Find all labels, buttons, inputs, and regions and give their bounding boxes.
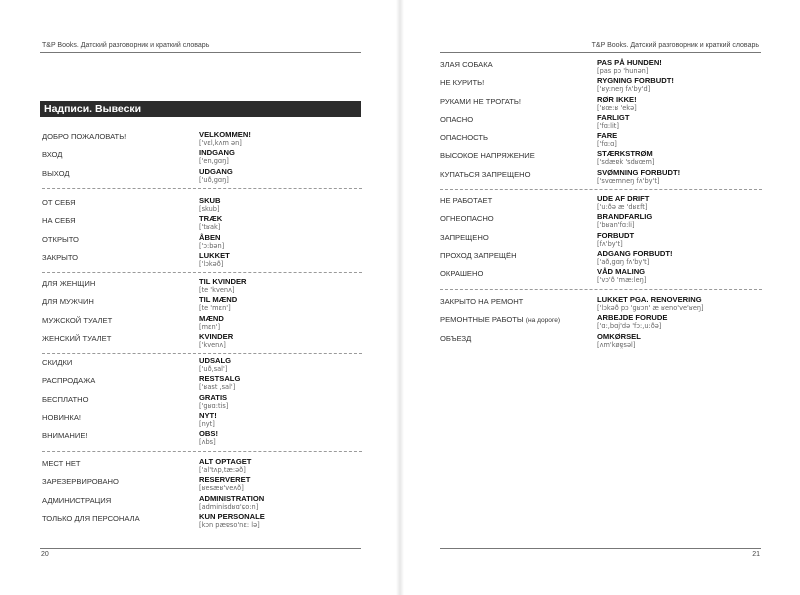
- transcription: ['al'tʌp,tæ:əð]: [199, 466, 246, 474]
- danish-phrase: BRANDFARLIG: [597, 212, 653, 222]
- danish-phrase: KUN PERSONALE: [199, 511, 265, 521]
- phrase-entry: [42, 332, 362, 350]
- phrase-group: [440, 295, 760, 350]
- phrase-entry: [42, 393, 362, 411]
- russian-phrase-text: ЖЕНСКИЙ ТУАЛЕТ: [42, 333, 112, 343]
- transcription: ['ʁœ:ʁ 'ekə]: [597, 103, 637, 112]
- russian-phrase: [440, 297, 523, 306]
- transcription: ['ʁast ,sal']: [199, 383, 236, 392]
- transcription: ['ɔ:bən]: [199, 241, 225, 250]
- footer-rule: [440, 548, 761, 549]
- russian-phrase: [42, 235, 79, 244]
- russian-phrase-text: ВХОД: [42, 150, 63, 160]
- russian-phrase-text: АДМИНИСТРАЦИЯ: [42, 495, 112, 505]
- russian-phrase-text: ЗАПРЕЩЕНО: [440, 232, 489, 242]
- phrase-group: [42, 277, 362, 350]
- russian-phrase: [42, 169, 69, 178]
- phrase-entry: [42, 512, 362, 530]
- phrase-entry: [440, 131, 760, 149]
- russian-phrase-text: ЗАКРЫТО НА РЕМОНТ: [440, 297, 524, 306]
- phrase-group: [440, 194, 760, 285]
- danish-phrase: ADMINISTRATION: [199, 493, 265, 503]
- phrase-entry: [440, 194, 760, 212]
- russian-phrase-text: ЗАКРЫТО: [42, 252, 79, 262]
- phrase-entry: [440, 149, 760, 167]
- phrase-entry: [440, 267, 760, 285]
- russian-phrase-text: НЕ КУРИТЬ!: [440, 78, 485, 88]
- phrase-entry: [440, 313, 760, 331]
- transcription: ['lɔkəð pɔ 'gʁɔn' æ ʁeno've'ʁeŋ]: [597, 304, 704, 312]
- group-divider: [440, 289, 762, 290]
- russian-phrase-text: КУПАТЬСЯ ЗАПРЕЩЕНО: [440, 169, 531, 179]
- transcription: ['kvenʌ]: [199, 340, 226, 349]
- transcription: [pas pɔ 'hunən]: [597, 67, 649, 75]
- phrase-entry: [440, 332, 760, 350]
- danish-phrase: FARE: [597, 131, 618, 141]
- danish-phrase: UDSALG: [199, 356, 232, 365]
- russian-phrase: [440, 233, 489, 242]
- transcription: ['fɑ:ɑ]: [597, 140, 617, 149]
- phrase-entry: [440, 113, 760, 131]
- phrase-entry: [42, 494, 362, 512]
- russian-phrase: [42, 496, 111, 505]
- russian-phrase: [440, 196, 492, 205]
- russian-phrase: [440, 151, 535, 160]
- russian-phrase-text: ОТ СЕБЯ: [42, 198, 76, 207]
- danish-phrase: OMKØRSEL: [597, 331, 641, 341]
- transcription: ['að,gɑŋ fʌ'by't]: [597, 257, 650, 266]
- transcription: ['vɛl,kʌm ən]: [199, 139, 242, 147]
- russian-phrase-text: МЕСТ НЕТ: [42, 459, 81, 468]
- russian-phrase: [440, 170, 531, 179]
- russian-phrase-text: ОБЪЕЗД: [440, 333, 472, 343]
- right-page: [400, 0, 800, 595]
- russian-phrase-text: МУЖСКОЙ ТУАЛЕТ: [42, 315, 113, 325]
- transcription: ['fɑ:lit]: [597, 121, 619, 130]
- danish-phrase: NYT!: [199, 410, 217, 420]
- phrase-entry: [42, 277, 362, 295]
- group-divider: [42, 451, 362, 452]
- danish-phrase: GRATIS: [199, 392, 228, 402]
- phrase-group: [42, 457, 362, 530]
- russian-phrase-text: ОПАСНО: [440, 114, 474, 124]
- russian-phrase: [42, 316, 112, 325]
- phrase-group: [42, 130, 362, 185]
- russian-phrase: [440, 78, 484, 87]
- danish-phrase: RESERVERET: [199, 475, 251, 485]
- transcription: ['lɔkəð]: [199, 259, 224, 268]
- phrase-group: [440, 58, 760, 186]
- phrase-entry: [42, 251, 362, 269]
- transcription: [ʌbs]: [199, 438, 216, 447]
- danish-phrase: INDGANG: [199, 148, 235, 158]
- danish-phrase: LUKKET: [199, 250, 230, 260]
- danish-phrase: UDE AF DRIFT: [597, 194, 650, 203]
- russian-phrase: [42, 477, 119, 486]
- danish-phrase: RØR IKKE!: [597, 94, 637, 104]
- danish-phrase: LUKKET PGA. RENOVERING: [597, 295, 702, 304]
- transcription: ['tʁak]: [199, 223, 221, 232]
- russian-phrase-text: ВЫХОД: [42, 168, 70, 178]
- transcription: ['sdæɐk 'sdʁœm]: [597, 158, 655, 167]
- group-divider: [42, 353, 362, 354]
- russian-phrase-text: ЗАРЕЗЕРВИРОВАНО: [42, 477, 119, 487]
- russian-phrase: [42, 376, 95, 385]
- footer-rule: [40, 548, 361, 549]
- danish-phrase: ÅBEN: [199, 232, 221, 242]
- phrase-entry: [42, 214, 362, 232]
- russian-phrase-text: НОВИНКА!: [42, 412, 81, 422]
- russian-phrase: [42, 132, 126, 141]
- danish-phrase: SKUB: [199, 196, 221, 205]
- russian-phrase: [42, 459, 81, 468]
- group-divider: [42, 272, 362, 273]
- phrase-entry: [440, 295, 760, 313]
- danish-phrase: TIL KVINDER: [199, 277, 247, 286]
- phrase-entry: [42, 475, 362, 493]
- transcription: [te 'mɛn']: [199, 304, 231, 313]
- phrase-entry: [42, 148, 362, 166]
- russian-phrase-text: ТОЛЬКО ДЛЯ ПЕРСОНАЛА: [42, 513, 140, 523]
- russian-phrase-text: РУКАМИ НЕ ТРОГАТЬ!: [440, 96, 522, 106]
- danish-phrase: ALT OPTAGET: [199, 457, 252, 466]
- phrase-entry: [42, 233, 362, 251]
- russian-phrase-text: ПРОХОД ЗАПРЕЩЁН: [440, 250, 517, 260]
- transcription: ['u:ðə æ 'dʁεft]: [597, 203, 648, 211]
- transcription: [skub]: [199, 205, 220, 213]
- phrase-entry: [42, 196, 362, 214]
- transcription: [ʁesæʁ'veʌð]: [199, 484, 244, 493]
- phrase-entry: [440, 249, 760, 267]
- russian-phrase-text: НА СЕБЯ: [42, 216, 76, 226]
- danish-phrase: OBS!: [199, 429, 218, 439]
- phrase-entry: [440, 58, 760, 76]
- page-number: 21: [752, 551, 760, 558]
- header-rule: [40, 52, 361, 53]
- danish-phrase: KVINDER: [199, 331, 234, 341]
- russian-phrase: [42, 297, 94, 306]
- phrase-entry: [42, 374, 362, 392]
- russian-phrase-text: ВНИМАНИЕ!: [42, 431, 88, 441]
- phrase-group: [42, 196, 362, 269]
- page-number: 20: [41, 551, 49, 558]
- transcription: ['uð,gɑŋ]: [199, 175, 229, 184]
- transcription: [kɔn pæɐso'nɛ: lə]: [199, 520, 260, 529]
- danish-phrase: MÆND: [199, 313, 224, 323]
- transcription: [fʌ'by't]: [597, 239, 623, 248]
- russian-phrase: [42, 413, 81, 422]
- phrase-entry: [42, 167, 362, 185]
- russian-phrase: [440, 334, 471, 343]
- russian-phrase: [42, 395, 88, 404]
- running-head: T&P Books. Датский разговорник и краткий словарь: [42, 42, 210, 49]
- phrase-entry: [440, 212, 760, 230]
- danish-phrase: STÆRKSTRØM: [597, 149, 653, 159]
- russian-phrase-text: БЕСПЛАТНО: [42, 394, 89, 404]
- transcription: ['en,gɑŋ]: [199, 157, 229, 166]
- phrase-entry: [42, 429, 362, 447]
- russian-phrase: [42, 216, 76, 225]
- header-rule: [440, 52, 761, 53]
- phrase-entry: [42, 314, 362, 332]
- danish-phrase: FORBUDT: [597, 230, 635, 240]
- transcription: ['vɔ'ð 'mæ:leŋ]: [597, 276, 647, 285]
- danish-phrase: PAS PÅ HUNDEN!: [597, 58, 662, 67]
- section-title: Надписи. Вывески: [40, 101, 361, 117]
- danish-phrase: TRÆK: [199, 214, 223, 224]
- russian-phrase: [42, 431, 88, 440]
- transcription: ['ɑ:,bɑj'də 'fɔ:,u:ðə]: [597, 322, 662, 331]
- russian-phrase-text: ДОБРО ПОЖАЛОВАТЬ!: [42, 132, 127, 141]
- transcription: [adminisdʁɑ'ɕo:n]: [199, 502, 259, 511]
- phrase-entry: [440, 231, 760, 249]
- russian-phrase: [440, 315, 560, 324]
- russian-phrase: [42, 514, 140, 523]
- danish-phrase: ARBEJDE FORUDE: [597, 313, 668, 323]
- danish-phrase: RYGNING FORBUDT!: [597, 76, 674, 86]
- russian-phrase-text: ЗЛАЯ СОБАКА: [440, 60, 493, 69]
- danish-phrase: RESTSALG: [199, 374, 241, 384]
- danish-phrase: TIL MÆND: [199, 295, 238, 305]
- group-divider: [42, 188, 362, 189]
- transcription: [ʌm'køɐ̯səl]: [597, 340, 636, 349]
- transcription: ['gʁɑ:tis]: [199, 401, 229, 410]
- russian-phrase-text: ДЛЯ МУЖЧИН: [42, 297, 94, 307]
- russian-phrase: [440, 60, 493, 69]
- russian-phrase: [440, 269, 483, 278]
- russian-phrase: [440, 115, 473, 124]
- phrase-group: [42, 356, 362, 447]
- running-head: T&P Books. Датский разговорник и краткий словарь: [591, 42, 759, 49]
- russian-phrase-text: ОТКРЫТО: [42, 234, 79, 244]
- russian-phrase: [440, 133, 488, 142]
- russian-phrase: [42, 198, 76, 207]
- transcription: [mɛn']: [199, 322, 221, 331]
- russian-phrase: [440, 214, 494, 223]
- russian-phrase: [42, 358, 72, 367]
- russian-phrase-text: ОКРАШЕНО: [440, 269, 484, 279]
- russian-phrase-text: ОПАСНОСТЬ: [440, 133, 488, 143]
- phrase-entry: [42, 457, 362, 475]
- russian-phrase: [440, 97, 521, 106]
- transcription: [te 'kvenʌ]: [199, 286, 235, 294]
- group-divider: [440, 189, 762, 190]
- russian-phrase: [42, 253, 78, 262]
- danish-phrase: ADGANG FORBUDT!: [597, 248, 673, 258]
- danish-phrase: SVØMNING FORBUDT!: [597, 167, 681, 177]
- phrase-entry: [42, 356, 362, 374]
- russian-phrase: [42, 334, 111, 343]
- phrase-entry: [42, 411, 362, 429]
- danish-phrase: VÅD MALING: [597, 267, 646, 277]
- transcription: [nyt]: [199, 419, 215, 428]
- transcription: ['svœmneŋ fʌ'by't]: [597, 176, 660, 185]
- danish-phrase: VELKOMMEN!: [199, 130, 251, 139]
- russian-phrase-text: ВЫСОКОЕ НАПРЯЖЕНИЕ: [440, 151, 535, 161]
- russian-phrase-text: РАСПРОДАЖА: [42, 376, 96, 386]
- danish-phrase: FARLIGT: [597, 112, 630, 122]
- russian-phrase: [440, 251, 517, 260]
- russian-phrase: [42, 279, 95, 288]
- russian-phrase-text: НЕ РАБОТАЕТ: [440, 196, 493, 205]
- phrase-entry: [42, 130, 362, 148]
- russian-phrase-text: РЕМОНТНЫЕ РАБОТЫ: [440, 315, 524, 325]
- phrase-entry: [42, 295, 362, 313]
- russian-phrase-text: ОГНЕОПАСНО: [440, 214, 494, 224]
- phrase-entry: [440, 76, 760, 94]
- russian-phrase-text: СКИДКИ: [42, 358, 73, 367]
- transcription: ['bʁan'fɑ:li]: [597, 221, 635, 230]
- russian-phrase-text: ДЛЯ ЖЕНЩИН: [42, 279, 96, 288]
- transcription: ['uð,sal']: [199, 365, 228, 373]
- russian-phrase-note: (на дороге): [525, 317, 561, 325]
- russian-phrase: [42, 150, 62, 159]
- phrase-entry: [440, 95, 760, 113]
- phrase-entry: [440, 168, 760, 186]
- danish-phrase: UDGANG: [199, 166, 233, 176]
- transcription: ['ʁy:neŋ fʌ'by'd]: [597, 85, 651, 94]
